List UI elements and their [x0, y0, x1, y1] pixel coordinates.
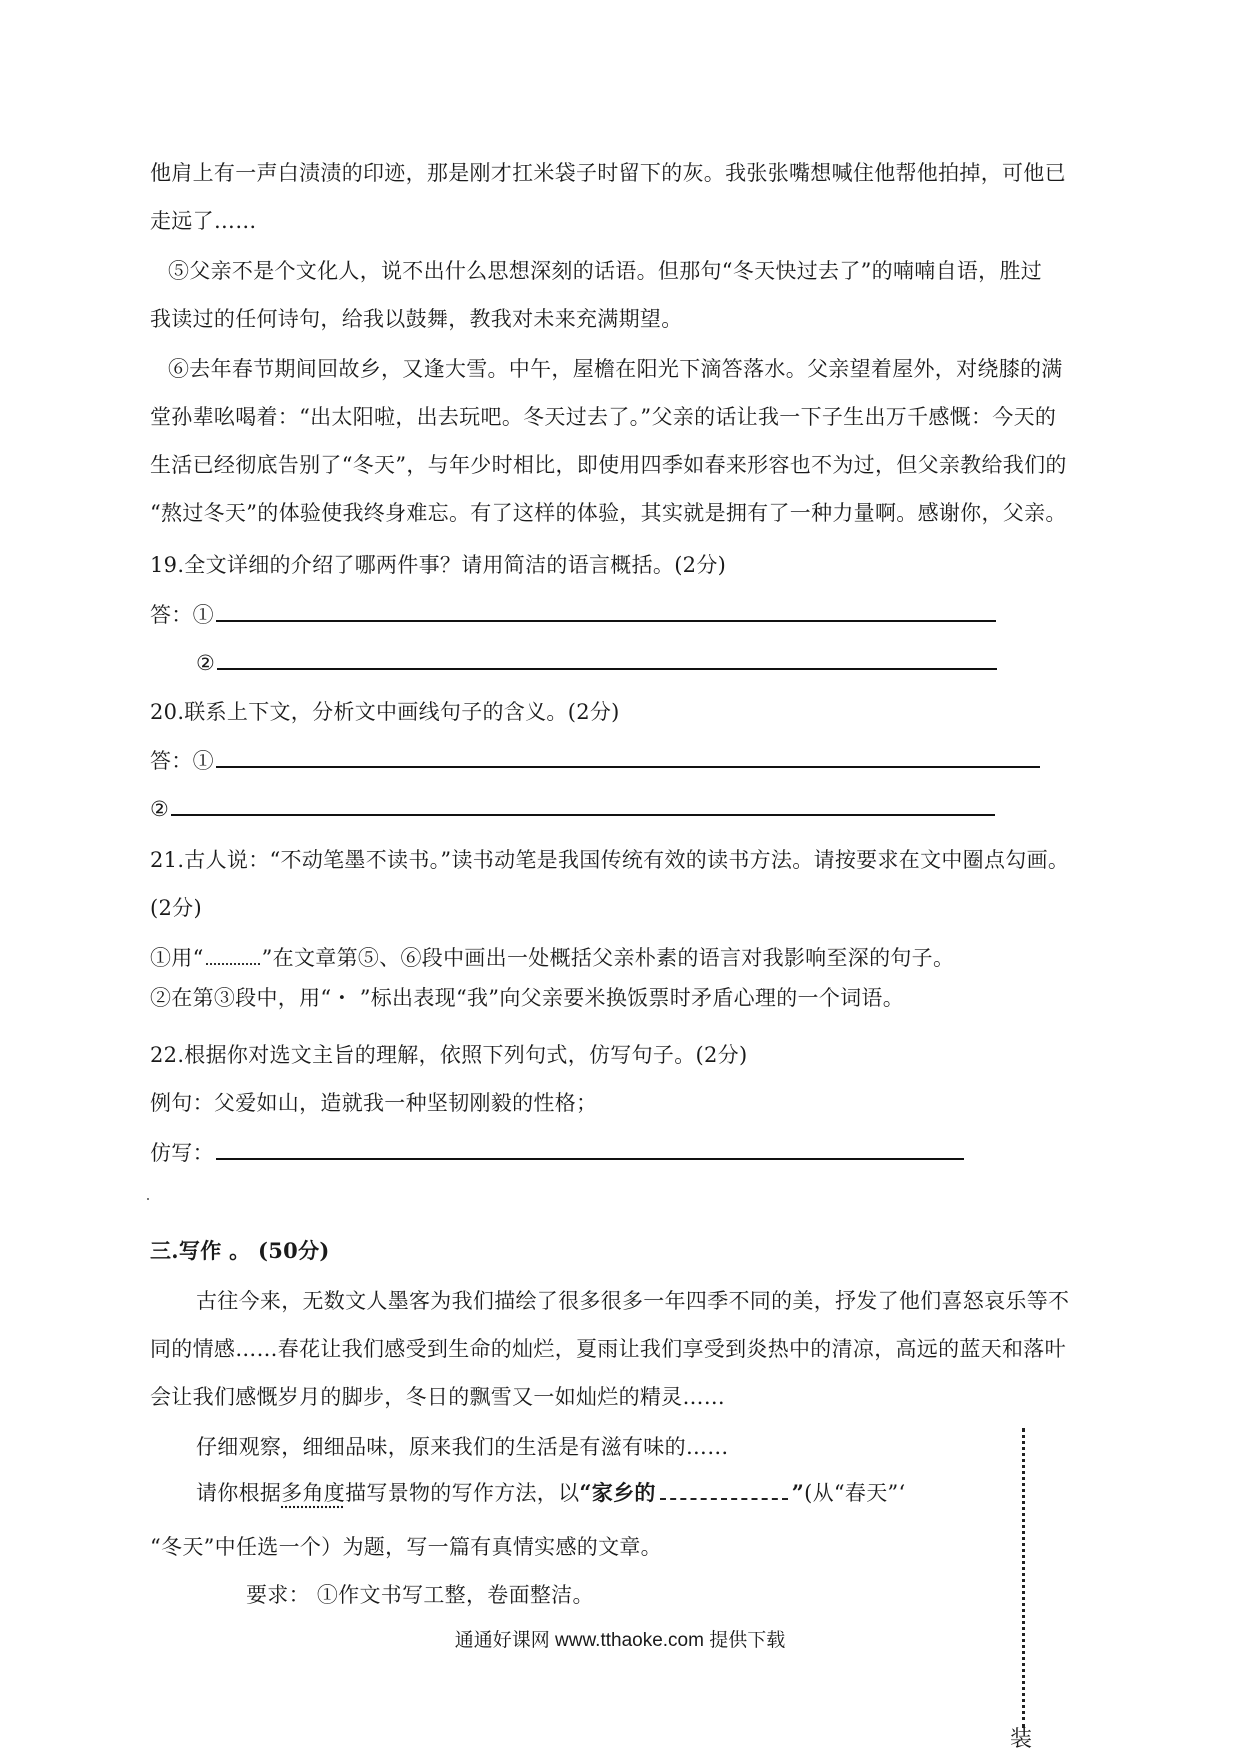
writing-line: 同的情感……春花让我们感受到生命的灿烂，夏雨让我们享受到炎热中的清凉，高远的蓝天和落叶 [150, 1337, 1066, 1361]
question-21-item-2: ②在第③段中，用“・ ”标出表现“我”向父亲要米换饭票时矛盾心理的一个词语。 [150, 986, 905, 1010]
question-21-points: (2分) [150, 896, 202, 920]
question-21-item-1: ①用“ ”在文章第⑤、⑥段中画出一处概括父亲朴素的语言对我影响至深的句子。 [150, 946, 955, 970]
question-22-example: 例句：父爱如山，造就我一种坚韧刚毅的性格； [150, 1091, 598, 1115]
answer-line-22 [150, 1138, 964, 1168]
question-19: 19.全文详细的介绍了哪两件事？请用简洁的语言概括。(2分) [150, 553, 727, 577]
passage-line: 走远了…… [150, 209, 257, 233]
writing-prompt: 请你根据多角度描写景物的写作方法，以“家乡的 ”(从“春天”‘ [196, 1480, 906, 1505]
scan-speck [147, 1198, 149, 1200]
section-heading-writing: 三.写作 。 (50分) [150, 1238, 330, 1263]
answer-line-20-1 [150, 746, 1040, 776]
answer-blank[interactable] [216, 600, 996, 622]
answer-label: 答：① [150, 603, 214, 627]
passage-line: ⑥去年春节期间回故乡，又逢大雪。中午，屋檐在阳光下滴答落水。父亲望着屋外，对绕膝的满 [168, 357, 1063, 381]
passage-line: “熬过冬天”的体验使我终身难忘。有了这样的体验，其实就是拥有了一种力量啊。感谢你，父亲。 [150, 501, 1067, 525]
writing-line: 古往今来，无数文人墨客为我们描绘了很多很多一年四季不同的美，抒发了他们喜怒哀乐等不 [196, 1289, 1070, 1313]
answer-blank[interactable] [217, 648, 997, 670]
passage-line: 他肩上有一声白渍渍的印迹，那是刚才扛米袋子时留下的灰。我张张嘴想喊住他帮他拍掉，可他已 [150, 161, 1066, 185]
binding-dotted-line [1022, 1428, 1025, 1728]
title-blank[interactable] [660, 1480, 788, 1500]
writing-line: 会让我们感慨岁月的脚步，冬日的飘雪又一如灿烂的精灵…… [150, 1385, 726, 1409]
writing-requirements: 要求： ①作文书写工整，卷面整洁。 [246, 1583, 594, 1607]
emphasis-dotted: 多角度 [281, 1481, 346, 1505]
wavy-line-mark [206, 949, 260, 965]
writing-line: 仔细观察，细细品味，原来我们的生活是有滋有味的…… [196, 1435, 729, 1459]
answer-line-19-1 [150, 600, 996, 630]
question-21: 21.古人说：“不动笔墨不读书。”读书动笔是我国传统有效的读书方法。请按要求在文中圈点勾画。 [150, 848, 1070, 872]
question-20: 20.联系上下文，分析文中画线句子的含义。(2分) [150, 700, 620, 724]
passage-line: 我读过的任何诗句，给我以鼓舞，教我对未来充满期望。 [150, 307, 683, 331]
writing-line: “冬天”中任选一个）为题，写一篇有真情实感的文章。 [150, 1535, 662, 1559]
passage-line: ⑤父亲不是个文化人，说不出什么思想深刻的话语。但那句“冬天快过去了”的喃喃自语，胜过 [168, 259, 1043, 283]
answer-label: 答：① [150, 749, 214, 773]
footer-credit: 通通好课网 www.tthaoke.com 提供下载 [454, 1630, 786, 1651]
answer-blank[interactable] [216, 1138, 964, 1160]
answer-blank[interactable] [171, 794, 995, 816]
binding-label: 装 [1010, 1727, 1033, 1752]
answer-blank[interactable] [216, 746, 1040, 768]
passage-line: 生活已经彻底告别了“冬天”，与年少时相比，即使用四季如春来形容也不为过，但父亲教给我们的 [150, 453, 1067, 477]
answer-line-20-2 [150, 794, 995, 824]
answer-line-19-2 [196, 648, 997, 678]
passage-line: 堂孙辈吆喝着：“出太阳啦，出去玩吧。冬天过去了。”父亲的话让我一下子生出万千感慨：今天的 [150, 405, 1057, 429]
answer-label: ② [196, 651, 216, 675]
answer-label: 仿写： [150, 1141, 214, 1165]
answer-label: ② [150, 797, 170, 821]
question-22: 22.根据你对选文主旨的理解，依照下列句式，仿写句子。(2分) [150, 1043, 748, 1067]
